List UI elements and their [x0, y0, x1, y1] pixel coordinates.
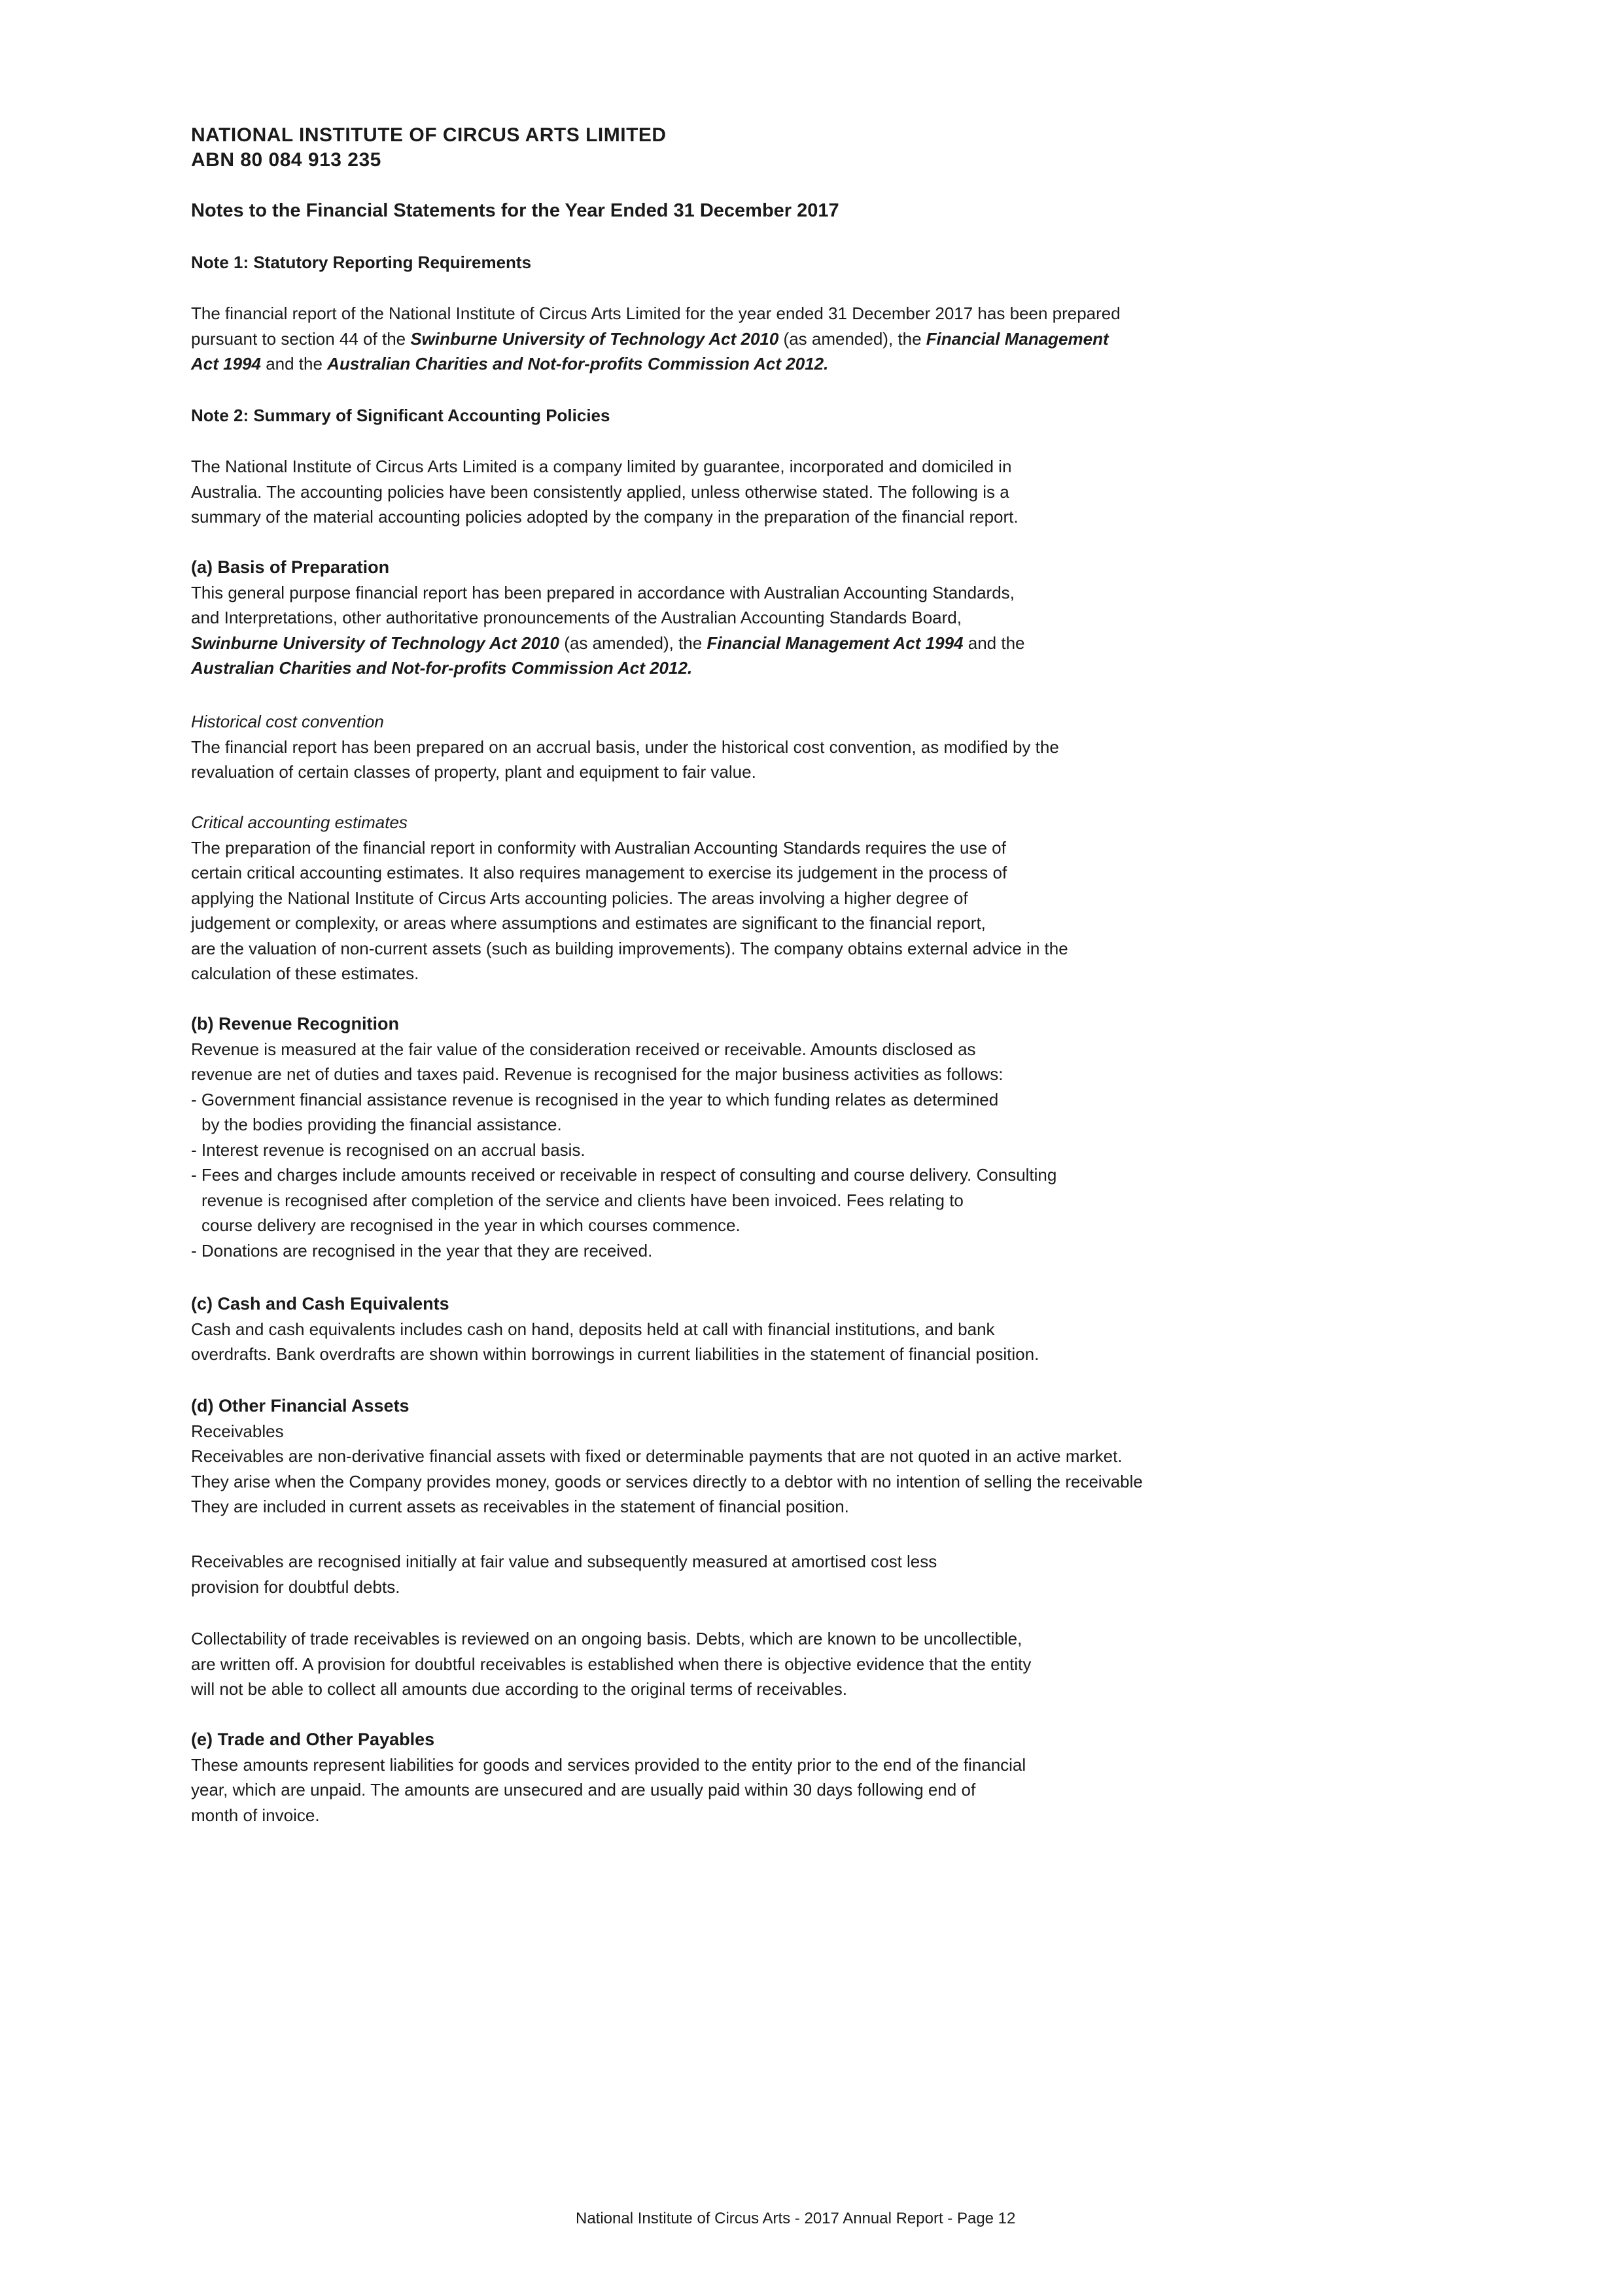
abn-number: ABN 80 084 913 235 — [191, 149, 381, 171]
list-item: - Donations are recognised in the year that they are received. — [191, 1240, 653, 1261]
text-line: Cash and cash equivalents includes cash on hand, deposits held at call with financial institutions, and bank — [191, 1319, 995, 1339]
organisation-name: NATIONAL INSTITUTE OF CIRCUS ARTS LIMITED — [191, 124, 667, 146]
receivables-measurement — [191, 1549, 1238, 1599]
text-line: and Interpretations, other authoritative pronouncements of the Australian Accounting Standards Board, — [191, 608, 962, 627]
section-other-financial-assets — [191, 1393, 1238, 1520]
critical-accounting-estimates — [191, 810, 1238, 986]
text-line: calculation of these estimates. — [191, 964, 419, 983]
text-line — [191, 351, 1238, 377]
text-line: certain critical accounting estimates. It also requires management to exercise its judgement in the process of — [191, 863, 1007, 882]
section-basis-of-preparation — [191, 555, 1238, 681]
section-heading: (d) Other Financial Assets — [191, 1396, 410, 1416]
text-line: provision for doubtful debts. — [191, 1576, 400, 1597]
historical-cost-convention — [191, 709, 1238, 785]
text-line: Revenue is measured at the fair value of the consideration received or receivable. Amounts disclosed as — [191, 1039, 976, 1059]
section-heading: (e) Trade and Other Payables — [191, 1730, 435, 1749]
text-run: (as amended), the — [559, 633, 707, 653]
document-header — [191, 123, 667, 173]
text-line: course delivery are recognised in the year in which courses commence. — [201, 1215, 741, 1235]
section-cash-equivalents — [191, 1291, 1238, 1367]
subheading: Historical cost convention — [191, 712, 384, 731]
text-line: revenue are net of duties and taxes paid. Revenue is recognised for the major business activities as follows: — [191, 1064, 1003, 1084]
text-line: applying the National Institute of Circus Arts accounting policies. The areas involving a higher degree of — [191, 888, 968, 908]
subheading: Receivables — [191, 1421, 284, 1441]
text-line: are written off. A provision for doubtful receivables is established when there is objective evidence that the entity — [191, 1654, 1032, 1674]
text-line: The National Institute of Circus Arts Limited is a company limited by guarantee, incorporated and domiciled in — [191, 457, 1012, 476]
section-trade-payables — [191, 1727, 1238, 1828]
text-line: Australia. The accounting policies have been consistently applied, unless otherwise stated. The following is a — [191, 481, 1009, 502]
text-run: pursuant to section 44 of the — [191, 328, 411, 349]
act-name: Australian Charities and Not-for-profits Commission Act 2012. — [191, 658, 693, 678]
text-run: and the — [260, 354, 328, 374]
text-line: This general purpose financial report has been prepared in accordance with Australian Accounting Standards, — [191, 582, 1015, 602]
note-1-body — [191, 301, 1238, 377]
act-name: Swinburne University of Technology Act 2010 — [410, 328, 779, 349]
text-line — [191, 326, 1238, 352]
text-line: These amounts represent liabilities for goods and services provided to the entity prior to the end of the financial — [191, 1754, 1026, 1775]
act-name: Swinburne University of Technology Act 2010 — [191, 633, 559, 653]
subheading: Critical accounting estimates — [191, 812, 408, 832]
note-2-heading: Note 2: Summary of Significant Accounting Policies — [191, 406, 610, 425]
text-line: month of invoice. — [191, 1805, 320, 1825]
text-line: The preparation of the financial report in conformity with Australian Accounting Standards requires the use of — [191, 837, 1006, 858]
list-item: - Government financial assistance revenue is recognised in the year to which funding relates as determined — [191, 1089, 999, 1109]
page-title: Notes to the Financial Statements for the Year Ended 31 December 2017 — [191, 200, 839, 221]
text-line: year, which are unpaid. The amounts are unsecured and are usually paid within 30 days following end of — [191, 1780, 976, 1800]
text-line: revenue is recognised after completion of the service and clients have been invoiced. Fees relating to — [201, 1190, 964, 1210]
text-line: They are included in current assets as receivables in the statement of financial position. — [191, 1497, 849, 1516]
text-line: The financial report has been prepared on an accrual basis, under the historical cost convention, as modified by the — [191, 737, 1059, 757]
note-2-body — [191, 454, 1238, 530]
text-line: Collectability of trade receivables is reviewed on an ongoing basis. Debts, which are known to be uncollectible, — [191, 1629, 1022, 1648]
act-name: Financial Management — [926, 328, 1109, 349]
text-line: summary of the material accounting policies adopted by the company in the preparation of the financial report. — [191, 507, 1019, 527]
page-footer: National Institute of Circus Arts - 2017 Annual Report - Page 12 — [576, 2210, 1016, 2227]
text-line: Receivables are recognised initially at fair value and subsequently measured at amortised cost less — [191, 1552, 937, 1571]
text-line: will not be able to collect all amounts due according to the original terms of receivables. — [191, 1679, 847, 1699]
section-revenue-recognition — [191, 1011, 1238, 1263]
text-line: judgement or complexity, or areas where assumptions and estimates are significant to the financial report, — [191, 913, 986, 933]
text-line: revaluation of certain classes of property, plant and equipment to fair value. — [191, 762, 756, 782]
section-heading: (a) Basis of Preparation — [191, 557, 390, 577]
act-name: Financial Management Act 1994 — [707, 633, 964, 653]
text-line: are the valuation of non-current assets (such as building improvements). The company obtains external advice in the — [191, 938, 1068, 958]
section-heading: (c) Cash and Cash Equivalents — [191, 1294, 449, 1313]
text-line: The financial report of the National Institute of Circus Arts Limited for the year ended 31 December 2017 has been prepared — [191, 304, 1121, 323]
text-line — [191, 631, 1238, 656]
act-name: Australian Charities and Not-for-profits Commission Act 2012. — [327, 354, 829, 374]
text-line: They arise when the Company provides money, goods or services directly to a debtor with no intention of selling the receivable — [191, 1471, 1143, 1491]
note-1-heading: Note 1: Statutory Reporting Requirements — [191, 252, 532, 272]
text-line: Receivables are non-derivative financial assets with fixed or determinable payments that are not quoted in an active market. — [191, 1446, 1123, 1466]
receivables-collectability — [191, 1626, 1238, 1702]
text-run: and the — [963, 633, 1025, 653]
list-item: - Fees and charges include amounts received or receivable in respect of consulting and course delivery. Consulting — [191, 1165, 1057, 1185]
list-item: - Interest revenue is recognised on an accrual basis. — [191, 1139, 585, 1160]
text-line: by the bodies providing the financial assistance. — [201, 1115, 562, 1134]
act-name: Act 1994 — [191, 354, 261, 374]
text-run: (as amended), the — [778, 328, 926, 349]
section-heading: (b) Revenue Recognition — [191, 1014, 400, 1034]
text-line: overdrafts. Bank overdrafts are shown within borrowings in current liabilities in the statement of financial position. — [191, 1344, 1039, 1364]
